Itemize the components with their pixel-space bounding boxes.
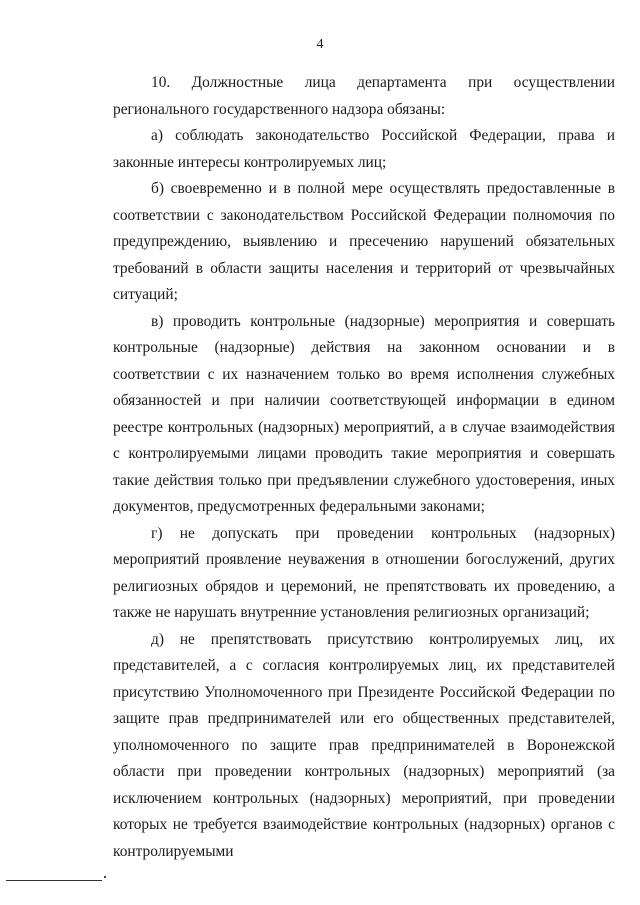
paragraph-10-intro: 10. Должностные лица департамента при осуществлении регионального государственного надзора обязаны: [113,74,615,118]
paragraph-item-d: д) не препятствовать присутствию контролируемых лиц, их представителей, а с согласия контролируемых лиц, их представителей присутствию Уполномоченного при Президенте Российской Федерации по защите прав предпринимателей или его общественных представителей, уполномоченного по защите прав предпринимателей в Воронежской области при проведении контрольных (надзорных) мероприятий (за исключением контрольных (надзорных) мероприятий, при проведении которых не требуется взаимодействие контрольных (надзорных) органов с контролируемыми [113,630,615,860]
document-body [113,70,615,865]
paragraph-item-v: в) проводить контрольные (надзорные) мероприятия и совершать контрольные (надзорные) действия на законном основании и в соответствии с их назначением только во время исполнения служебных обязанностей и при наличии соответствующей информации в едином реестре контрольных (надзорных) мероприятий, а в случае взаимодействия с контролируемыми лицами проводить такие мероприятия и совершать такие действия только при предъявлении служебного удостоверения, иных документов, предусмотренных федеральными законами; [113,312,615,515]
paragraph-item-b: б) своевременно и в полной мере осуществлять предоставленные в соответствии с законодательством Российской Федерации полномочия по предупреждению, выявлению и пресечению нарушений обязательных требований в области защиты населения и территорий от чрезвычайных ситуаций; [113,180,615,303]
page-number: 4 [316,37,324,52]
paragraph-item-a: а) соблюдать законодательство Российской Федерации, права и законные интересы контролируемых лиц; [113,127,615,171]
footer-mark [104,876,106,878]
paragraph-item-g: г) не допускать при проведении контрольных (надзорных) мероприятий проявление неуважения в отношении богослужений, других религиозных обрядов и церемоний, не препятствовать их проведению, а также не нарушать внутренние установления религиозных организаций; [113,524,615,621]
footer-rule [6,880,102,881]
